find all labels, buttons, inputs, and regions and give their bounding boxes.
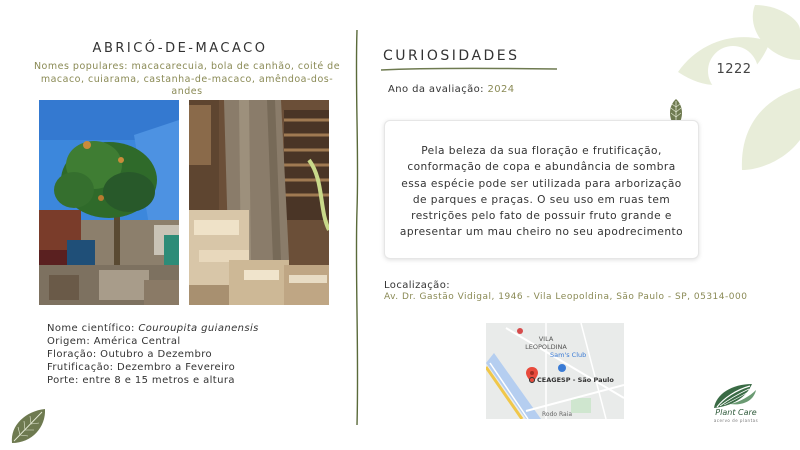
trunk-photo: [189, 100, 329, 305]
location-label: Localização:: [384, 280, 450, 291]
fruiting: Frutificação: Dezembro a Fevereiro: [47, 362, 236, 373]
scientific-name: Couroupita guianensis: [138, 323, 259, 334]
evaluation-year: Ano da avaliação: 2024: [388, 84, 515, 95]
tree-photo: [39, 100, 179, 305]
year-value: 2024: [487, 84, 515, 95]
brand-name: Plant Care: [715, 408, 757, 417]
map-poi-icon: [558, 364, 566, 372]
record-number: 1222: [716, 62, 752, 77]
map-poi-label: Sam's Club: [550, 351, 587, 359]
map-road-label: Rodo Raia: [542, 411, 573, 418]
curiosities-text: Pela beleza da sua floração e frutificação, conformação de copa e abundância de sombra essa espécie pode ser utilizada para arborização de parques e praças. O seu uso em ruas tem restrições pelo fato de possuir fruto grande e apresentar um mau cheiro no seu apodrecimento: [399, 145, 684, 239]
leaf-ornament-bottom-left-icon: [8, 405, 48, 447]
flowering: Floração: Outubro a Dezembro: [47, 349, 213, 360]
curiosities-card: [384, 120, 699, 259]
plant-title: ABRICÓ-DE-MACACO: [92, 41, 268, 56]
location-address: Av. Dr. Gastão Vidigal, 1946 - Vila Leopoldina, São Paulo - SP, 05314-000: [384, 292, 748, 302]
column-divider: [352, 30, 362, 425]
map-pin-label: CEAGESP - São Paulo: [537, 376, 614, 384]
popular-names: Nomes populares: macacarecuia, bola de canhão, coité de macaco, cuiarama, castanha-de-macaco, amêndoa-dos-andes: [33, 61, 341, 97]
title-underline: [381, 66, 557, 72]
size: Porte: entre 8 e 15 metros e altura: [47, 375, 235, 386]
scientific-name-row: Nome científico: Couroupita guianensis: [47, 323, 259, 334]
plant-info: [47, 322, 259, 387]
map-district-label: VILA LEOPOLDINA: [525, 335, 567, 351]
curiosities-title: CURIOSIDADES: [383, 48, 520, 64]
brand-tagline: acervo de plantas: [713, 418, 759, 423]
origin: Origem: América Central: [47, 336, 181, 347]
location-map[interactable]: [486, 323, 624, 419]
